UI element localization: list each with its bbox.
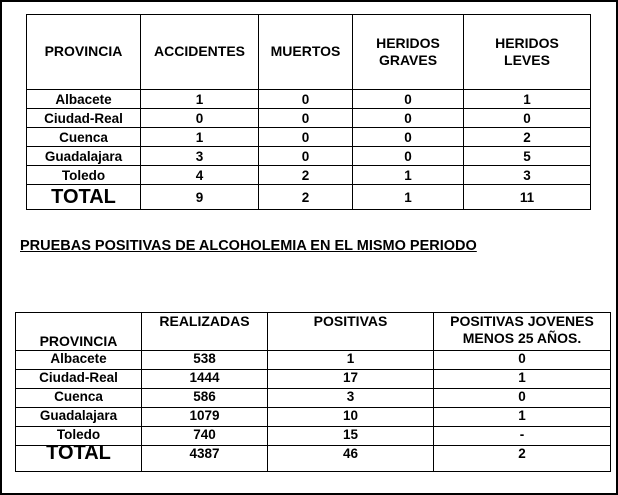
section-title: PRUEBAS POSITIVAS DE ALCOHOLEMIA EN EL MISMO PERIODO [20, 238, 477, 254]
header-cell: POSITIVAS JOVENES MENOS 25 AÑOS. [434, 313, 611, 351]
table-cell: 5 [464, 147, 591, 166]
table-cell: 1 [141, 90, 259, 109]
total-row [16, 446, 611, 472]
table-cell: 10 [268, 408, 434, 427]
table-row [16, 389, 611, 408]
province-cell: Toledo [16, 427, 142, 446]
total-label: TOTAL [27, 185, 141, 210]
total-cell: 2 [434, 446, 611, 472]
table-row [27, 128, 591, 147]
total-cell: 2 [259, 185, 353, 210]
table-cell: 3 [464, 166, 591, 185]
total-cell: 1 [353, 185, 464, 210]
table-cell: 1 [268, 351, 434, 370]
header-cell: HERIDOS GRAVES [353, 15, 464, 90]
table-row [27, 109, 591, 128]
table-cell: 0 [259, 147, 353, 166]
table-row [27, 90, 591, 109]
table-cell: 17 [268, 370, 434, 389]
table-header-row [16, 313, 611, 351]
table-cell: 586 [142, 389, 268, 408]
table-row [16, 408, 611, 427]
table-row [16, 370, 611, 389]
province-cell: Ciudad-Real [27, 109, 141, 128]
table-cell: 1444 [142, 370, 268, 389]
header-cell: HERIDOS LEVES [464, 15, 591, 90]
province-cell: Ciudad-Real [16, 370, 142, 389]
table-cell: 0 [434, 351, 611, 370]
header-cell: MUERTOS [259, 15, 353, 90]
table-cell: 2 [259, 166, 353, 185]
table-cell: 3 [141, 147, 259, 166]
header-cell: PROVINCIA [16, 313, 142, 351]
alcohol-tests-table [15, 312, 611, 472]
header-cell: REALIZADAS [142, 313, 268, 351]
table-cell: 0 [259, 90, 353, 109]
province-cell: Albacete [27, 90, 141, 109]
table-cell: 740 [142, 427, 268, 446]
table-cell: 0 [141, 109, 259, 128]
total-cell: 4387 [142, 446, 268, 472]
accidents-table [26, 14, 591, 210]
province-cell: Cuenca [27, 128, 141, 147]
header-cell: PROVINCIA [27, 15, 141, 90]
table-cell: 0 [259, 128, 353, 147]
table-row [27, 166, 591, 185]
province-cell: Albacete [16, 351, 142, 370]
table-cell: 0 [434, 389, 611, 408]
total-cell: 11 [464, 185, 591, 210]
table-cell: 0 [353, 147, 464, 166]
province-cell: Toledo [27, 166, 141, 185]
table-cell: 1 [434, 370, 611, 389]
total-cell: 46 [268, 446, 434, 472]
table-cell: 3 [268, 389, 434, 408]
table-cell: 0 [259, 109, 353, 128]
table-cell: 2 [464, 128, 591, 147]
table-cell: 1 [464, 90, 591, 109]
table-cell: 1 [434, 408, 611, 427]
table-cell: 1 [141, 128, 259, 147]
header-cell: POSITIVAS [268, 313, 434, 351]
total-row [27, 185, 591, 210]
table-row [16, 351, 611, 370]
province-cell: Guadalajara [27, 147, 141, 166]
table-cell: 0 [464, 109, 591, 128]
total-label: TOTAL [16, 446, 142, 472]
table-cell: 0 [353, 128, 464, 147]
table-cell: 0 [353, 90, 464, 109]
table-cell: - [434, 427, 611, 446]
header-cell: ACCIDENTES [141, 15, 259, 90]
table-row [27, 147, 591, 166]
table-cell: 0 [353, 109, 464, 128]
province-cell: Guadalajara [16, 408, 142, 427]
table-cell: 538 [142, 351, 268, 370]
table-cell: 1 [353, 166, 464, 185]
table-cell: 15 [268, 427, 434, 446]
total-cell: 9 [141, 185, 259, 210]
province-cell: Cuenca [16, 389, 142, 408]
table-cell: 4 [141, 166, 259, 185]
table-header-row [27, 15, 591, 90]
table-cell: 1079 [142, 408, 268, 427]
